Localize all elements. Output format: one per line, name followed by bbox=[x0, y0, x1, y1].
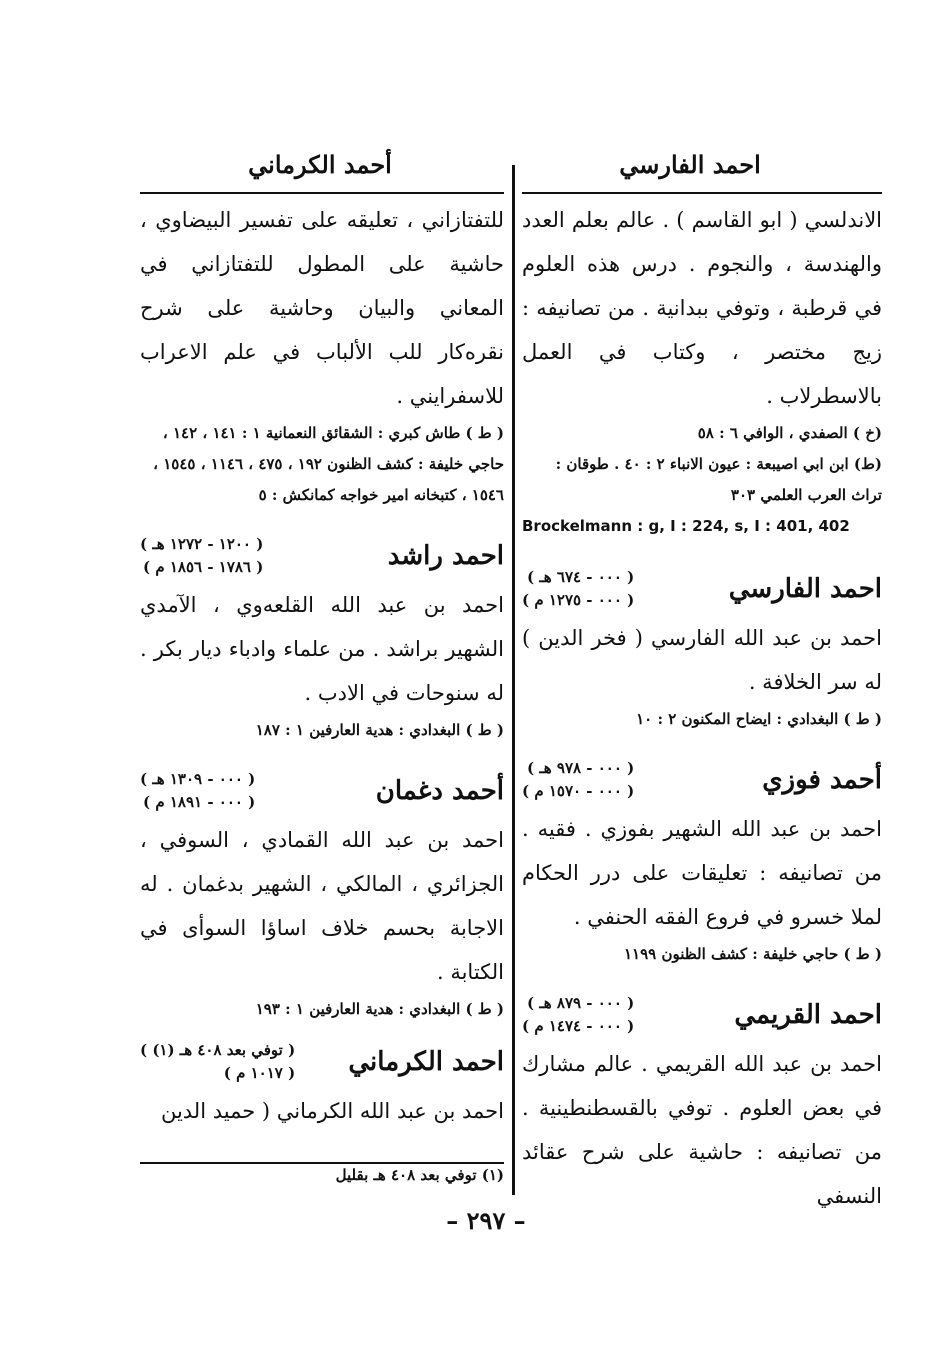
right-ref-1: (خ ) الصفدي ، الوافي ٦ : ٥٨ bbox=[697, 424, 882, 442]
date-gregorian: ( ٠٠٠ - ١٢٧٥ م ) bbox=[522, 591, 635, 609]
left-intro-text: للتفتازاني ، تعليقه على تفسير البيضاوي ، حاشية على المطول للتفتازاني في المعاني والبيان وحاشية على شرح نقره‌كار للب الألباب في علم الاعراب للاسفرايني . bbox=[140, 208, 504, 408]
page-number: – ٢٩٧ – bbox=[446, 1206, 526, 1235]
entry-dates bbox=[522, 566, 634, 612]
header-right: احمد الفارسي bbox=[619, 150, 761, 179]
entry-text: احمد بن عبد الله الشهير بفوزي . فقيه . من تصانيفه : تعليقات على درر الحكام لملا خسرو في فروع الفقه الحنفي . bbox=[522, 817, 882, 929]
date-hijri: ( ٠٠٠ - ١٣٠٩ هـ ) bbox=[140, 770, 256, 788]
entry-name: أحمد دغمان bbox=[375, 776, 504, 806]
footnote-rule bbox=[140, 1162, 504, 1164]
right-intro-text: الاندلسي ( ابو القاسم ) . عالم بعلم العدد والهندسة ، والنجوم . درس هذه العلوم في قرطبة ، وتوفي ببدانية . من تصانيفه : زيج مختصر ، وكتاب في العمل بالاسطرلاب . bbox=[522, 208, 882, 408]
date-gregorian: ( ١٠١٧ م ) bbox=[223, 1064, 296, 1082]
right-ref-2: (ط) ابن ابي اصيبعة : عيون الانباء ٢ : ٤٠ . طوقان : تراث العرب العلمي ٣٠٣ bbox=[555, 455, 882, 504]
entry-name: احمد القريمي bbox=[734, 1000, 882, 1030]
entry-text: احمد بن عبد الله الفارسي ( فخر الدين ) له سر الخلافة . bbox=[522, 626, 882, 694]
right-latin-ref: Brockelmann : g, I : 224, s, I : 401, 402 bbox=[522, 517, 850, 535]
date-hijri: ( ١٢٠٠ - ١٢٧٢ هـ ) bbox=[140, 535, 264, 553]
entry-dates bbox=[140, 1039, 295, 1085]
column-divider bbox=[512, 165, 515, 1195]
entry-text: احمد بن عبد الله القريمي . عالم مشارك في بعض العلوم . توفي بالقسطنطينية . من تصانيفه : حاشية على شرح عقائد النسفي bbox=[522, 1052, 882, 1208]
footnote: (١) توفي بعد ٤٠٨ هـ بقليل bbox=[335, 1166, 504, 1184]
entry-ref: ( ط ) البغدادي : هدية العارفين ١ : ١٩٣ bbox=[255, 1000, 504, 1018]
header-rule-right bbox=[522, 192, 882, 194]
header-left: أحمد الكرماني bbox=[248, 150, 392, 179]
entry-heading bbox=[522, 992, 882, 1038]
entry-name: احمد راشد bbox=[387, 541, 504, 571]
entry-ref: ( ط ) البغدادي : ايضاح المكنون ٢ : ١٠ bbox=[636, 710, 882, 728]
date-hijri: ( ٠٠٠ - ٨٧٩ هـ ) bbox=[527, 994, 635, 1012]
entry-ref: ( ط ) حاجي خليفة : كشف الظنون ١١٩٩ bbox=[623, 945, 882, 963]
entry-text: احمد بن عبد الله القمادي ، السوفي ، الجزائري ، المالكي ، الشهير بدغمان . له الاجابة بحسم خلاف اساؤا السوأى في الكتابة . bbox=[140, 828, 504, 984]
entry-heading bbox=[522, 566, 882, 612]
entry-name: احمد الفارسي bbox=[728, 574, 882, 604]
left-column bbox=[140, 198, 504, 1133]
date-gregorian: ( ٠٠٠ - ١٤٧٤ م ) bbox=[522, 1017, 635, 1035]
date-gregorian: ( ١٧٨٦ - ١٨٥٦ م ) bbox=[143, 558, 264, 576]
entry-dates bbox=[522, 992, 634, 1038]
entry-ref: ( ط ) البغدادي : هدية العارفين ١ : ١٨٧ bbox=[255, 721, 504, 739]
header-rule-left bbox=[140, 192, 504, 194]
entry-text: احمد بن عبد الله الكرماني ( حميد الدين bbox=[160, 1099, 504, 1123]
date-gregorian: ( ٠٠٠ - ١٨٩١ م ) bbox=[143, 793, 256, 811]
entry-heading bbox=[140, 768, 504, 814]
date-hijri: ( ٠٠٠ - ٩٧٨ هـ ) bbox=[527, 759, 635, 777]
entry-text: احمد بن عبد الله القلعه‌وي ، الآمدي الشهير براشد . من علماء وادباء ديار بكر . له سنوحات في الادب . bbox=[140, 593, 504, 705]
entry-heading bbox=[140, 533, 504, 579]
entry-name: احمد الكرماني bbox=[348, 1047, 504, 1077]
left-ref-1: ( ط ) طاش كبري : الشقائق النعمانية ١ : ١٤١ ، ١٤٢ ، حاجي خليفة : كشف الظنون ١٩٢ ، ٤٧٥ ، ١١٤٦ ، ١٥٤٥ ، ١٥٤٦ ، كتبخانه امير خواجه كمانكش : ٥ bbox=[153, 424, 504, 504]
date-gregorian: ( ٠٠٠ - ١٥٧٠ م ) bbox=[522, 782, 635, 800]
entry-dates bbox=[522, 757, 634, 803]
date-hijri: ( ٠٠٠ - ٦٧٤ هـ ) bbox=[527, 568, 635, 586]
date-hijri: ( توفي بعد ٤٠٨ هـ (١) ) bbox=[140, 1041, 296, 1059]
entry-heading bbox=[522, 757, 882, 803]
entry-dates bbox=[140, 768, 255, 814]
right-column bbox=[522, 198, 882, 1218]
entry-name: أحمد فوزي bbox=[762, 765, 882, 795]
entry-heading bbox=[140, 1039, 504, 1085]
entry-dates bbox=[140, 533, 263, 579]
